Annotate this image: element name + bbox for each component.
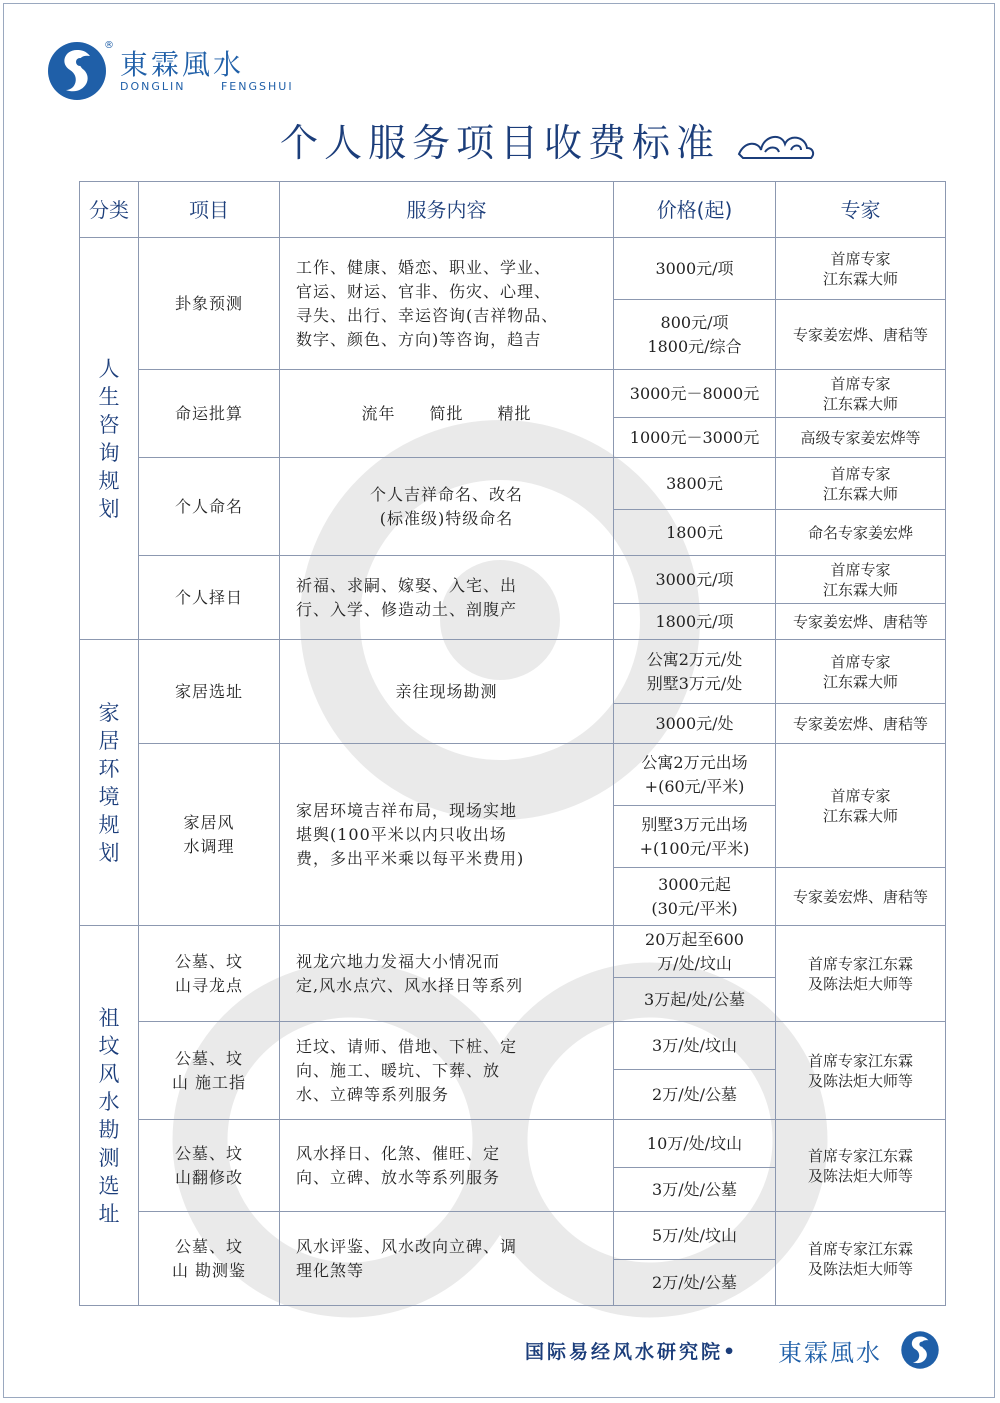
expert-cell: 高级专家姜宏烨等 xyxy=(776,418,946,458)
header-price: 价格(起) xyxy=(614,182,776,238)
service-content: 流年 简批 精批 xyxy=(280,370,614,458)
price-cell: 3000元－8000元 xyxy=(614,370,776,418)
page-title: 个人服务项目收费标准 xyxy=(279,121,720,165)
table-row xyxy=(80,370,946,418)
price-cell: 别墅3万元出场 +(100元/平米) xyxy=(614,806,776,868)
expert-cell: 首席专家 江东霖大师 xyxy=(776,556,946,604)
price-cell: 3万/处/坟山 xyxy=(614,1022,776,1070)
expert-cell: 首席专家江东霖 及陈法炬大师等 xyxy=(776,1212,946,1306)
table-header-row xyxy=(80,182,946,238)
price-cell: 3万起/处/公墓 xyxy=(614,978,776,1022)
table-row xyxy=(80,1212,946,1260)
expert-cell: 首席专家 江东霖大师 xyxy=(776,744,946,868)
service-content: 迁坟、请师、借地、下桩、定 向、施工、暖坑、下葬、放 水、立碑等系列服务 xyxy=(280,1022,614,1120)
service-content: 风水择日、化煞、催旺、定 向、立碑、放水等系列服务 xyxy=(280,1120,614,1212)
brand-name-en: DONGLIN FENGSHUI xyxy=(120,79,294,93)
footer-logo-icon xyxy=(900,1330,940,1370)
brand-logo-icon xyxy=(46,40,108,102)
price-cell: 10万/处/坟山 xyxy=(614,1120,776,1168)
expert-cell: 专家姜宏烨、唐秸等 xyxy=(776,300,946,370)
price-cell: 3000元/项 xyxy=(614,238,776,300)
expert-cell: 首席专家 江东霖大师 xyxy=(776,238,946,300)
price-cell: 1800元 xyxy=(614,510,776,556)
item-name: 公墓、坟 山翻修改 xyxy=(139,1120,280,1212)
header-category: 分类 xyxy=(80,182,139,238)
service-content: 家居环境吉祥布局，现场实地 堪舆(100平米以内只收出场 费，多出平米乘以每平米费用) xyxy=(280,744,614,926)
header-content: 服务内容 xyxy=(280,182,614,238)
price-cell: 5万/处/坟山 xyxy=(614,1212,776,1260)
expert-cell: 专家姜宏烨、唐秸等 xyxy=(776,604,946,640)
expert-cell: 首席专家江东霖 及陈法炬大师等 xyxy=(776,926,946,1022)
table-row xyxy=(80,1120,946,1168)
item-name: 公墓、坟 山寻龙点 xyxy=(139,926,280,1022)
service-content: 个人吉祥命名、改名 (标准级)特级命名 xyxy=(280,458,614,556)
header-expert: 专家 xyxy=(776,182,946,238)
price-cell: 3000元起 (30元/平米) xyxy=(614,868,776,926)
expert-cell: 首席专家 江东霖大师 xyxy=(776,640,946,704)
price-cell: 1800元/项 xyxy=(614,604,776,640)
price-table xyxy=(79,181,946,1306)
price-cell: 800元/项 1800元/综合 xyxy=(614,300,776,370)
registered-mark: ® xyxy=(104,40,114,51)
table-row xyxy=(80,556,946,604)
service-content: 亲往现场勘测 xyxy=(280,640,614,744)
expert-cell: 首席专家江东霖 及陈法炬大师等 xyxy=(776,1022,946,1120)
item-name: 卦象预测 xyxy=(139,238,280,370)
expert-cell: 首席专家 江东霖大师 xyxy=(776,458,946,510)
header-item: 项目 xyxy=(139,182,280,238)
item-name: 公墓、坟 山 勘测鉴 xyxy=(139,1212,280,1306)
footer-institute: 国际易经风水研究院• xyxy=(525,1341,739,1363)
category-life: 人 生 咨 询 规 划 xyxy=(80,238,139,640)
expert-cell: 首席专家 江东霖大师 xyxy=(776,370,946,418)
expert-cell: 命名专家姜宏烨 xyxy=(776,510,946,556)
table-row xyxy=(80,744,946,806)
brand-name-cn: 東霖風水 xyxy=(120,47,245,81)
service-content: 祈福、求嗣、嫁娶、入宅、出 行、入学、修造动土、剖腹产 xyxy=(280,556,614,640)
brand-logo xyxy=(46,36,294,106)
category-tomb: 祖 坟 风 水 勘 测 选 址 xyxy=(80,926,139,1306)
service-content: 工作、健康、婚恋、职业、学业、 官运、财运、官非、伤灾、心理、 寻失、出行、幸运咨询(吉祥物品、 数字、颜色、方向)等咨询，趋吉 xyxy=(280,238,614,370)
price-cell: 3800元 xyxy=(614,458,776,510)
price-cell: 2万/处/公墓 xyxy=(614,1260,776,1306)
service-content: 视龙穴地力发福大小情况而 定,风水点穴、风水择日等系列 xyxy=(280,926,614,1022)
item-name: 个人择日 xyxy=(139,556,280,640)
item-name: 个人命名 xyxy=(139,458,280,556)
cloud-ornament-icon xyxy=(735,120,817,164)
price-cell: 20万起至600 万/处/坟山 xyxy=(614,926,776,978)
expert-cell: 专家姜宏烨、唐秸等 xyxy=(776,704,946,744)
table-row xyxy=(80,926,946,978)
expert-cell: 首席专家江东霖 及陈法炬大师等 xyxy=(776,1120,946,1212)
footer-brand: 東霖風水 xyxy=(778,1339,882,1367)
item-name: 公墓、坟 山 施工指 xyxy=(139,1022,280,1120)
price-cell: 公寓2万元/处 别墅3万元/处 xyxy=(614,640,776,704)
price-cell: 3万/处/公墓 xyxy=(614,1168,776,1212)
table-row xyxy=(80,640,946,704)
price-cell: 1000元－3000元 xyxy=(614,418,776,458)
item-name: 家居选址 xyxy=(139,640,280,744)
table-row xyxy=(80,1022,946,1070)
table-row xyxy=(80,458,946,510)
price-cell: 3000元/项 xyxy=(614,556,776,604)
category-home: 家 居 环 境 规 划 xyxy=(80,640,139,926)
service-content: 风水评鉴、风水改向立碑、调 理化煞等 xyxy=(280,1212,614,1306)
price-cell: 公寓2万元出场 +(60元/平米) xyxy=(614,744,776,806)
table-row xyxy=(80,238,946,300)
expert-cell: 专家姜宏烨、唐秸等 xyxy=(776,868,946,926)
price-cell: 3000元/处 xyxy=(614,704,776,744)
item-name: 命运批算 xyxy=(139,370,280,458)
item-name: 家居风 水调理 xyxy=(139,744,280,926)
price-cell: 2万/处/公墓 xyxy=(614,1070,776,1120)
